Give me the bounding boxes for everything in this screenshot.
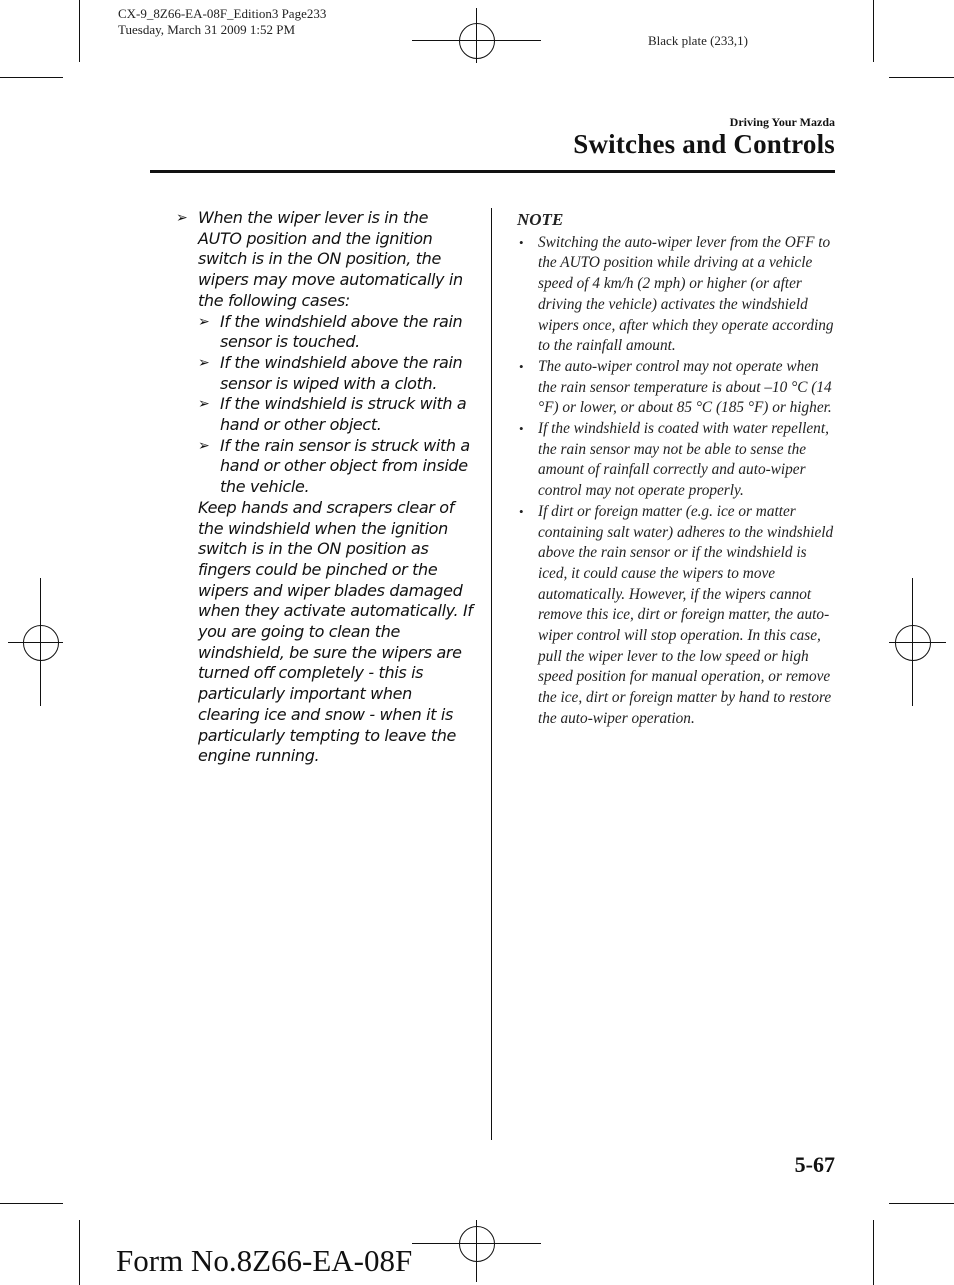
crop-mark [873, 0, 874, 62]
section-label: Driving Your Mazda [729, 115, 835, 129]
page-title: Switches and Controls [573, 129, 835, 159]
note-item [517, 419, 835, 502]
warning-case-text: If the windshield above the rain sensor is wiped with a cloth. [220, 352, 463, 393]
bullet-icon: • [519, 421, 524, 437]
warning-case-text: If the windshield above the rain sensor is touched. [220, 311, 463, 352]
arrow-bullet-icon: ➢ [198, 354, 210, 371]
crop-mark [873, 1220, 874, 1285]
bullet-icon: • [519, 358, 524, 374]
arrow-bullet-icon: ➢ [198, 313, 210, 330]
warning-advice: Keep hands and scrapers clear of the windshield when the ignition switch is in the ON position as fingers could be pinched or the wipers and wiper blades damaged when they activate automatically. If you are going to clean the windshield, be sure the wipers are turned off completely - this is particularly important when clearing ice and snow - when it is particularly tempting to leave the engine running. [198, 497, 473, 766]
note-item [517, 357, 835, 419]
warning-case [198, 312, 476, 353]
arrow-bullet-icon: ➢ [198, 396, 210, 413]
warning-case [198, 394, 476, 435]
warning-cases [176, 312, 476, 498]
note-column [517, 210, 835, 730]
warning-intro-text: When the wiper lever is in the AUTO position and the ignition switch is in the ON position, the wipers may move automatically in the following cases: [198, 208, 463, 310]
note-item-text: If dirt or foreign matter (e.g. ice or matter containing salt water) adheres to the windshield above the rain sensor or if the windshield is iced, it could cause the wipers to move automatically. However, if the wipers cannot remove this ice, dirt or foreign matter, the auto-wiper control will stop operation. In this case, pull the wiper lever to the low speed or high speed position for manual operation, or remove the ice, dirt or foreign matter by hand to restore the auto-wiper operation. [538, 502, 834, 727]
page-number: 5-67 [794, 1152, 835, 1177]
note-item [517, 502, 835, 730]
warning-case-text: If the rain sensor is struck with a hand or other object from inside the vehicle. [220, 435, 470, 497]
arrow-bullet-icon: ➢ [176, 210, 188, 226]
print-metadata [118, 6, 326, 38]
plate-label: Black plate (233,1) [648, 33, 748, 48]
warning-intro [176, 208, 476, 312]
warning-case-text: If the windshield is struck with a hand or other object. [220, 394, 467, 435]
form-number: Form No.8Z66-EA-08F [116, 1243, 413, 1278]
note-item-text: Switching the auto-wiper lever from the OFF to the AUTO position while driving at a vehicle speed of 4 km/h (2 mph) or higher (or after driving the vehicle) activates the windshield wipers once, after which they operate according to the rainfall amount. [538, 233, 834, 355]
note-item-text: If the windshield is coated with water repellent, the rain sensor may not be able to sense the amount of rainfall correctly and auto-wiper control may not operate properly. [538, 420, 829, 500]
column-divider [491, 208, 492, 1140]
note-item-text: The auto-wiper control may not operate when the rain sensor temperature is about –10 °C (14 °F) or lower, or about 85 °C (185 °F) or higher. [538, 357, 832, 417]
warning-case [198, 353, 476, 394]
crop-mark [889, 77, 954, 78]
note-item [517, 233, 835, 357]
crop-mark [79, 1220, 80, 1285]
print-date-line: Tuesday, March 31 2009 1:52 PM [118, 22, 296, 37]
bullet-icon: • [519, 234, 524, 250]
crop-mark [79, 0, 80, 62]
file-name-line: CX-9_8Z66-EA-08F_Edition3 Page233 [118, 6, 327, 21]
note-heading: NOTE [517, 210, 564, 229]
arrow-bullet-icon: ➢ [198, 437, 210, 454]
warning-case [198, 436, 476, 498]
warning-column [176, 208, 476, 767]
crop-mark [889, 1203, 954, 1204]
crop-mark [0, 1203, 63, 1204]
bullet-icon: • [519, 503, 524, 519]
title-rule [150, 170, 835, 173]
crop-mark [0, 77, 63, 78]
